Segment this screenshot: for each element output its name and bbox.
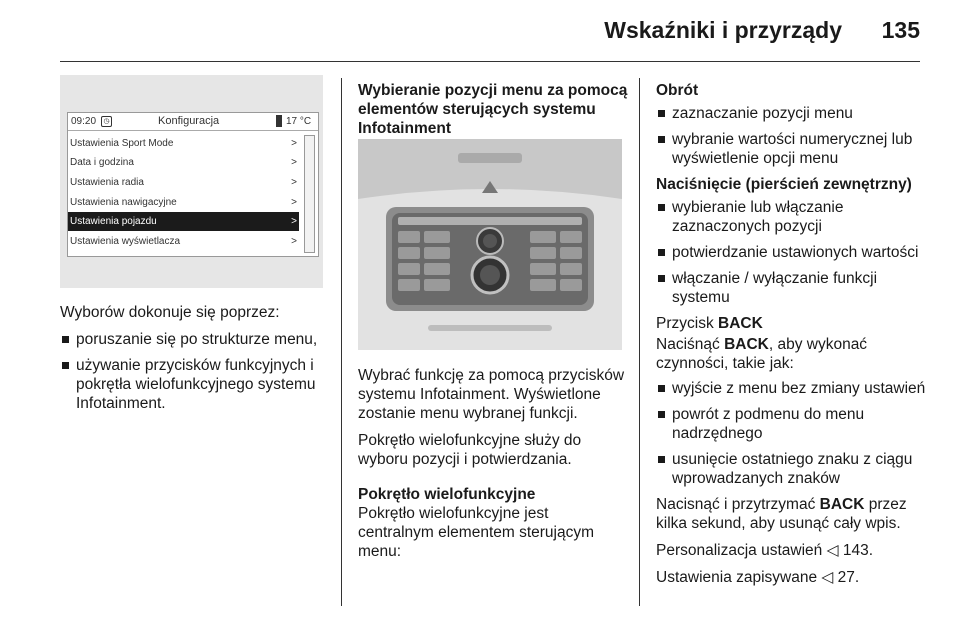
display-time: 09:20 xyxy=(71,116,97,127)
infotainment-panel-drawing xyxy=(358,139,622,350)
paragraph xyxy=(656,495,926,533)
display-status-bar xyxy=(68,113,318,131)
page-header xyxy=(0,0,960,60)
text-span: , aby wykonać czynności, takie jak: xyxy=(656,336,868,372)
back-button-label xyxy=(656,314,926,333)
header-divider xyxy=(60,61,920,62)
list-item: usunięcie ostatniego znaku z ciągu wprowadzanych znaków xyxy=(656,450,926,488)
section-title: Wskaźniki i przyrządy xyxy=(604,17,842,43)
page-number: 135 xyxy=(881,17,920,43)
list-item: zaznaczanie pozycji menu xyxy=(656,104,926,123)
display-scrollbar[interactable] xyxy=(304,135,315,253)
back-key-name: BACK xyxy=(819,496,865,513)
reference-arrow-icon: ◁ xyxy=(826,542,839,559)
display-illustration xyxy=(60,75,323,288)
text-span: Ustawienia zapisywane xyxy=(656,569,822,586)
cross-reference xyxy=(656,541,926,560)
menu-item-label: Ustawienia Sport Mode xyxy=(70,138,174,149)
intro-text: Wyborów dokonuje się poprzez: xyxy=(60,304,280,321)
list-item: włączanie / wyłączanie funkcji systemu xyxy=(656,269,926,307)
menu-item-label: Ustawienia radia xyxy=(70,177,144,188)
list-item: powrót z podmenu do menu nadrzędnego xyxy=(656,405,926,443)
paragraph xyxy=(656,335,926,373)
page-reference[interactable]: 27. xyxy=(837,569,860,586)
chevron-right-icon: > xyxy=(291,216,297,227)
text-span: przez kilka sekund, aby usunąć cały wpis. xyxy=(656,496,907,532)
menu-item-label: Ustawienia pojazdu xyxy=(70,216,157,227)
menu-item-label: Ustawienia wyświetlacza xyxy=(70,236,181,247)
column-divider-2 xyxy=(639,78,640,606)
list-item: wyjście z menu bez zmiany ustawień xyxy=(656,379,926,398)
column-2-text xyxy=(358,366,628,569)
paragraph: Pokrętło wielofunkcyjne służy do wyboru pozycji i potwierdzania. xyxy=(358,432,582,468)
thermometer-icon xyxy=(276,115,282,127)
chevron-right-icon: > xyxy=(291,197,297,208)
text-span: Nacisnąć i przytrzymać xyxy=(656,496,820,513)
list-item: poruszanie się po strukturze menu, xyxy=(60,330,328,349)
column-2-heading xyxy=(358,81,628,138)
list-item: wybranie wartości numerycznej lub wyświetlenie opcji menu xyxy=(656,130,926,168)
menu-item[interactable] xyxy=(68,193,299,212)
infotainment-panel-illustration xyxy=(358,139,622,350)
menu-item-selected[interactable] xyxy=(68,212,299,231)
reference-arrow-icon: ◁ xyxy=(821,569,834,586)
subheading: Naciśnięcie (pierścień zewnętrzny) xyxy=(656,176,912,193)
clock-icon: ◷ xyxy=(101,116,112,127)
column-1-text xyxy=(60,303,328,420)
column-3-text xyxy=(656,81,926,595)
subheading: Obrót xyxy=(656,82,699,99)
menu-item[interactable] xyxy=(68,153,299,172)
paragraph: Pokrętło wielofunkcyjne jest centralnym elementem sterującym menu: xyxy=(358,505,595,560)
page-reference[interactable]: 143. xyxy=(842,542,873,559)
display-title: Konfiguracja xyxy=(158,115,220,127)
text-span: Przycisk xyxy=(656,315,718,332)
back-key-name: BACK xyxy=(724,336,769,353)
menu-item-label: Ustawienia nawigacyjne xyxy=(70,197,177,208)
chevron-right-icon: > xyxy=(291,138,297,149)
column-divider-1 xyxy=(341,78,342,606)
section-heading: Wybieranie pozycji menu za pomocą elementów sterujących systemu Infotainment xyxy=(358,82,628,137)
menu-item[interactable] xyxy=(68,173,299,192)
chevron-right-icon: > xyxy=(291,236,297,247)
list-item: używanie przycisków funkcyjnych i pokrętła wielofunkcyjnego systemu Infotainment. xyxy=(60,356,328,413)
paragraph: Wybrać funkcję za pomocą przycisków systemu Infotainment. Wyświetlone zostanie menu wybranej funkcji. xyxy=(358,367,625,422)
subheading: Pokrętło wielofunkcyjne xyxy=(358,486,536,503)
list-item: potwierdzanie ustawionych wartości xyxy=(656,243,926,262)
cross-reference xyxy=(656,568,926,587)
menu-item[interactable] xyxy=(68,134,299,153)
menu-item-label: Data i godzina xyxy=(70,157,134,168)
chevron-right-icon: > xyxy=(291,157,297,168)
display-screen xyxy=(67,112,319,257)
list-item: wybieranie lub włączanie zaznaczonych pozycji xyxy=(656,198,926,236)
chevron-right-icon: > xyxy=(291,177,297,188)
text-span: Naciśnąć xyxy=(656,336,725,353)
text-span: Personalizacja ustawień xyxy=(656,542,827,559)
back-key-name: BACK xyxy=(718,315,763,332)
display-temperature: 17 °C xyxy=(286,116,312,127)
menu-item[interactable] xyxy=(68,232,299,251)
